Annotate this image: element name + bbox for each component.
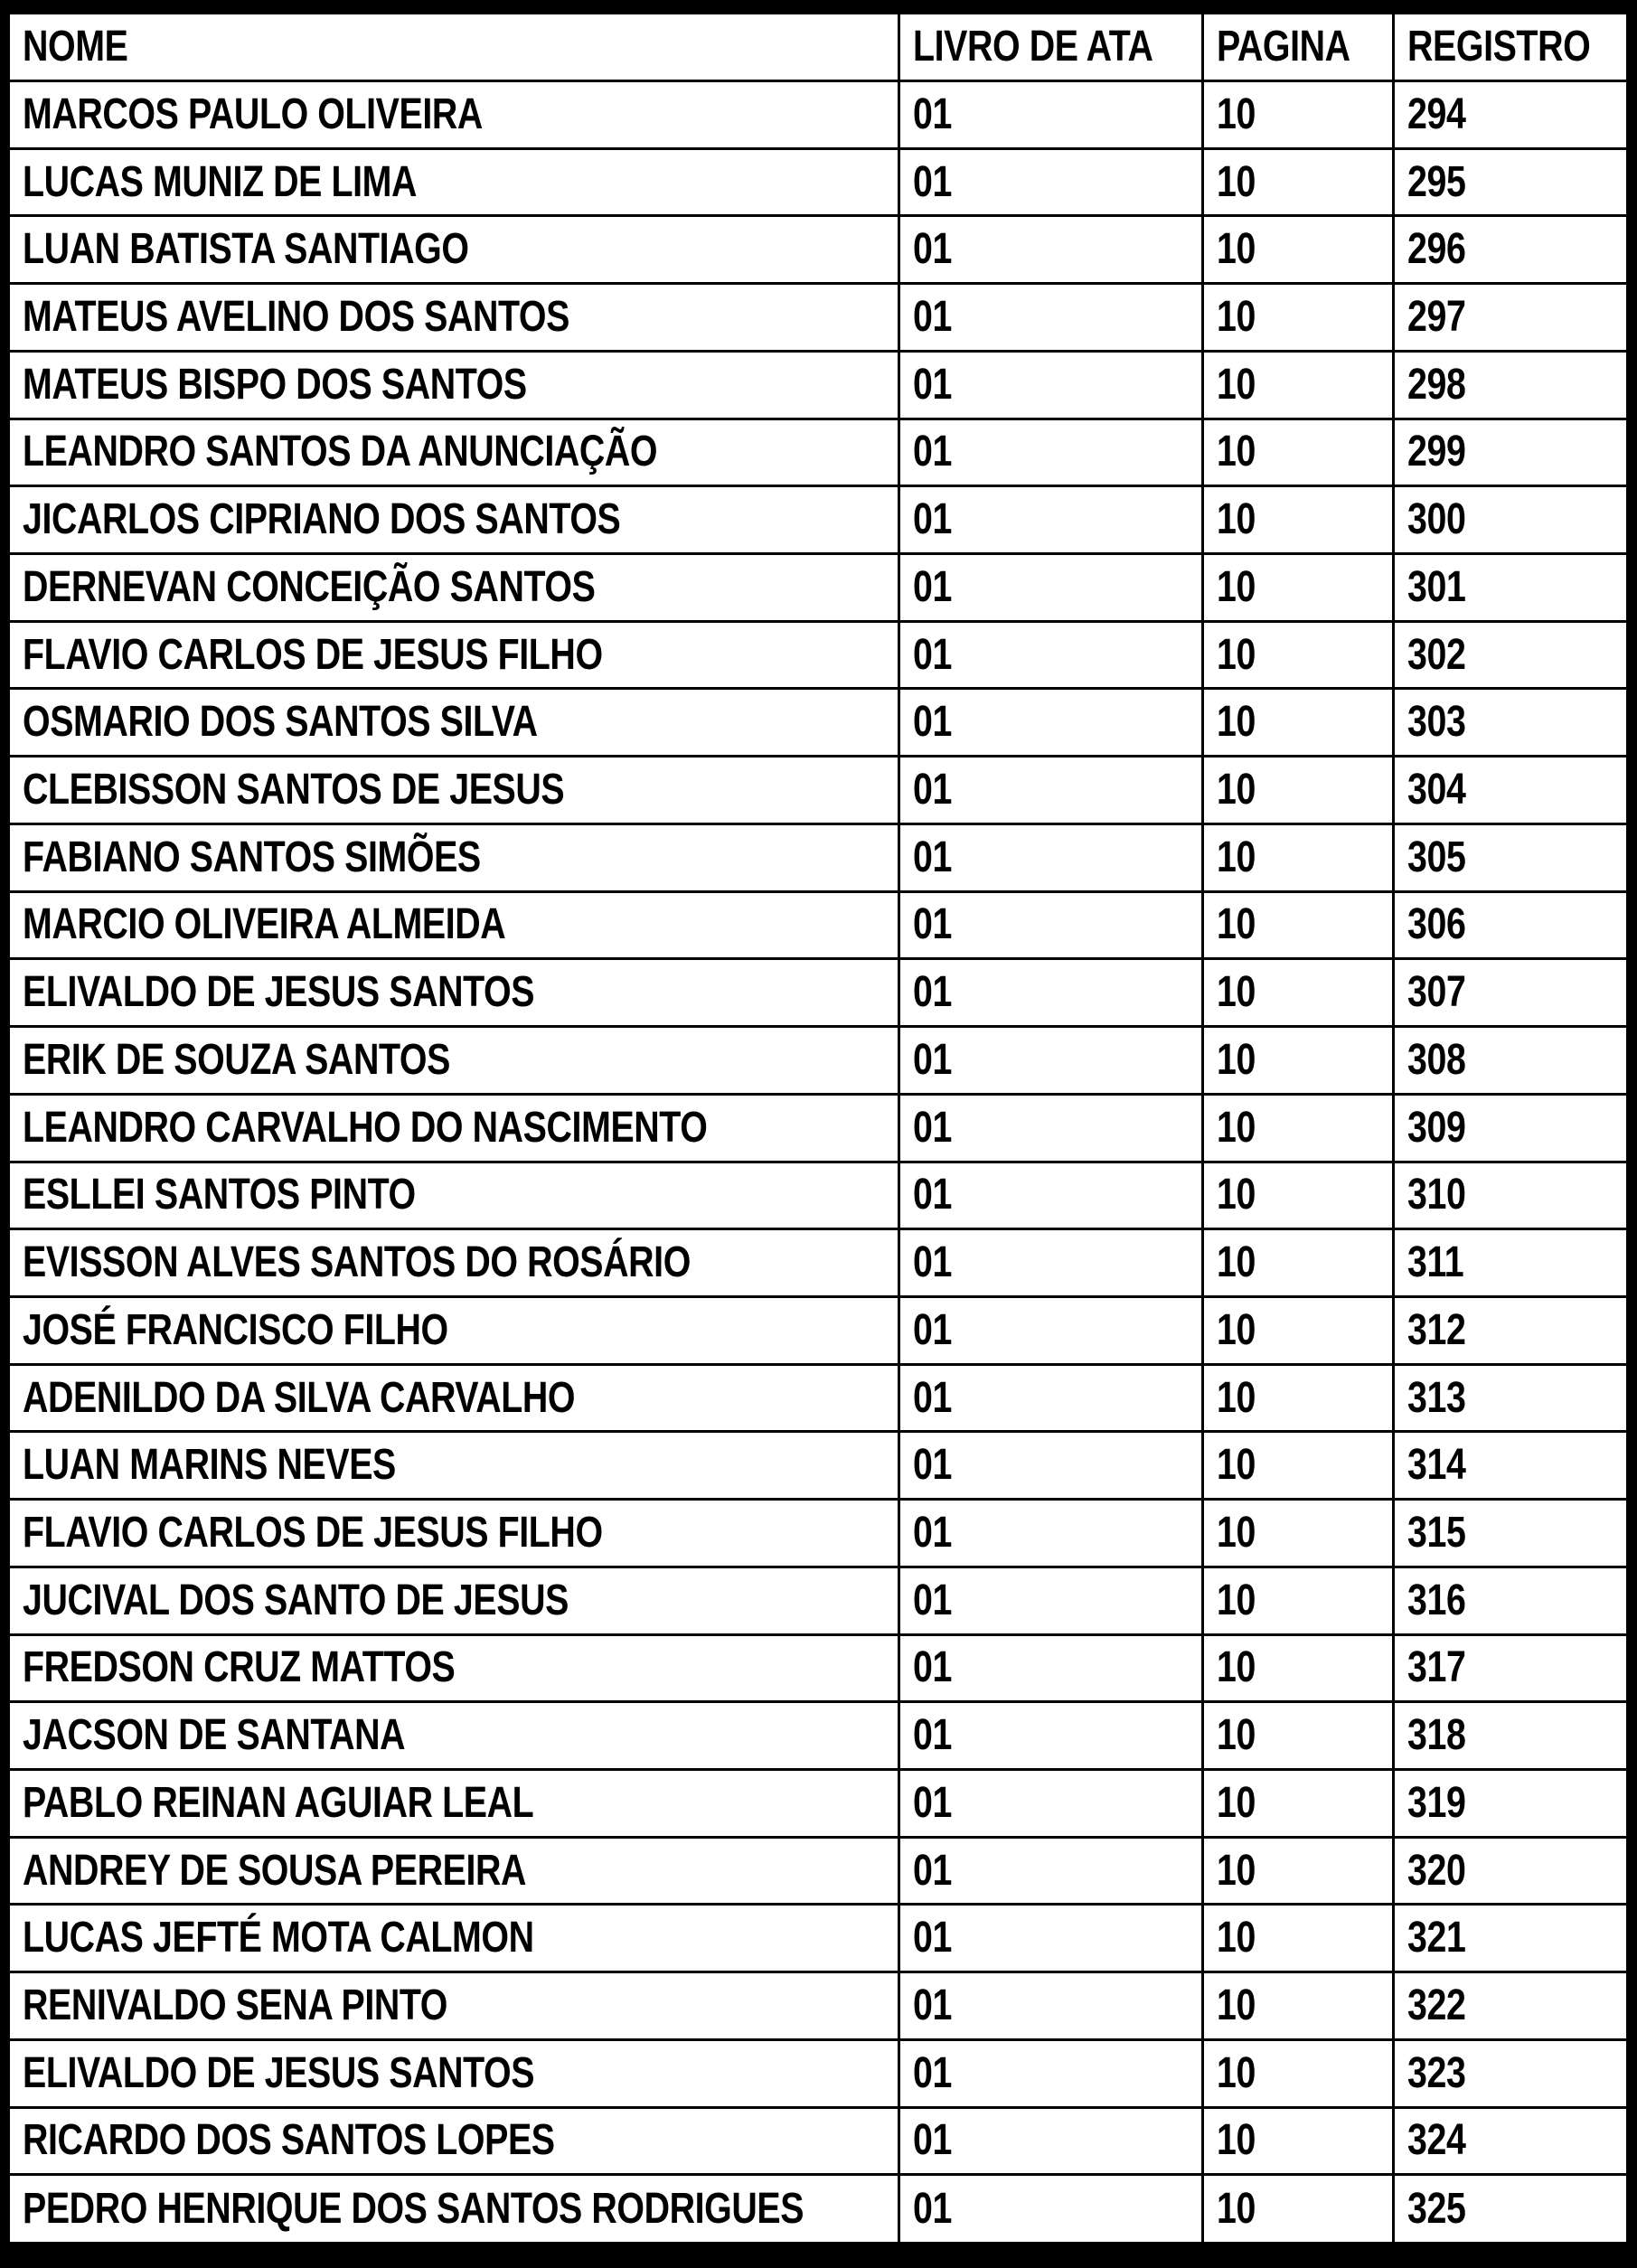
- cell-nome: LUAN BATISTA SANTIAGO: [7, 216, 899, 284]
- cell-livro: 01: [899, 1027, 1202, 1095]
- table-row: [7, 1769, 1629, 1837]
- cell-nome: OSMARIO DOS SANTOS SILVA: [7, 689, 899, 757]
- cell-nome: CLEBISSON SANTOS DE JESUS: [7, 757, 899, 824]
- cell-registro: 301: [1394, 554, 1629, 622]
- cell-pagina: 10: [1202, 1567, 1394, 1634]
- column-header-nome: NOME: [7, 12, 899, 81]
- cell-pagina: 10: [1202, 216, 1394, 284]
- table-row: [7, 81, 1629, 149]
- cell-livro: 01: [899, 554, 1202, 622]
- table-row: [7, 689, 1629, 757]
- cell-nome: DERNEVAN CONCEIÇÃO SANTOS: [7, 554, 899, 622]
- table-row: [7, 1162, 1629, 1229]
- cell-pagina: 10: [1202, 1837, 1394, 1905]
- table-row: [7, 486, 1629, 554]
- cell-pagina: 10: [1202, 284, 1394, 352]
- cell-livro: 01: [899, 1905, 1202, 1972]
- cell-nome: FREDSON CRUZ MATTOS: [7, 1634, 899, 1702]
- cell-nome: PEDRO HENRIQUE DOS SANTOS RODRIGUES: [7, 2175, 899, 2244]
- cell-registro: 305: [1394, 823, 1629, 891]
- table-row: [7, 216, 1629, 284]
- table-row: [7, 284, 1629, 352]
- cell-nome: LUAN MARINS NEVES: [7, 1432, 899, 1500]
- cell-nome: ANDREY DE SOUSA PEREIRA: [7, 1837, 899, 1905]
- cell-pagina: 10: [1202, 554, 1394, 622]
- table-row: [7, 757, 1629, 824]
- cell-registro: 311: [1394, 1229, 1629, 1297]
- cell-livro: 01: [899, 351, 1202, 419]
- cell-registro: 321: [1394, 1905, 1629, 1972]
- table-header: [7, 12, 1629, 81]
- table-row: [7, 1634, 1629, 1702]
- table-row: [7, 2107, 1629, 2175]
- cell-nome: ERIK DE SOUZA SANTOS: [7, 1027, 899, 1095]
- cell-livro: 01: [899, 216, 1202, 284]
- table-row: [7, 1837, 1629, 1905]
- cell-nome: JICARLOS CIPRIANO DOS SANTOS: [7, 486, 899, 554]
- cell-pagina: 10: [1202, 1296, 1394, 1364]
- cell-livro: 01: [899, 1634, 1202, 1702]
- cell-livro: 01: [899, 1432, 1202, 1500]
- cell-pagina: 10: [1202, 2175, 1394, 2244]
- cell-registro: 312: [1394, 1296, 1629, 1364]
- cell-nome: JOSÉ FRANCISCO FILHO: [7, 1296, 899, 1364]
- cell-livro: 01: [899, 148, 1202, 216]
- cell-pagina: 10: [1202, 1634, 1394, 1702]
- cell-pagina: 10: [1202, 1972, 1394, 2040]
- table-row: [7, 1500, 1629, 1567]
- cell-nome: ELIVALDO DE JESUS SANTOS: [7, 2039, 899, 2107]
- cell-pagina: 10: [1202, 1432, 1394, 1500]
- cell-registro: 296: [1394, 216, 1629, 284]
- cell-livro: 01: [899, 1364, 1202, 1432]
- table-row: [7, 2039, 1629, 2107]
- table-row: [7, 554, 1629, 622]
- cell-registro: 319: [1394, 1769, 1629, 1837]
- cell-nome: LUCAS MUNIZ DE LIMA: [7, 148, 899, 216]
- cell-pagina: 10: [1202, 621, 1394, 689]
- cell-livro: 01: [899, 1972, 1202, 2040]
- cell-livro: 01: [899, 1769, 1202, 1837]
- cell-livro: 01: [899, 2107, 1202, 2175]
- cell-registro: 324: [1394, 2107, 1629, 2175]
- cell-registro: 308: [1394, 1027, 1629, 1095]
- cell-registro: 309: [1394, 1094, 1629, 1162]
- cell-nome: LEANDRO SANTOS DA ANUNCIAÇÃO: [7, 419, 899, 486]
- table-row: [7, 1027, 1629, 1095]
- cell-livro: 01: [899, 689, 1202, 757]
- cell-nome: LEANDRO CARVALHO DO NASCIMENTO: [7, 1094, 899, 1162]
- cell-livro: 01: [899, 81, 1202, 149]
- cell-pagina: 10: [1202, 1229, 1394, 1297]
- cell-livro: 01: [899, 1567, 1202, 1634]
- table-row: [7, 1432, 1629, 1500]
- cell-nome: ESLLEI SANTOS PINTO: [7, 1162, 899, 1229]
- cell-pagina: 10: [1202, 689, 1394, 757]
- column-header-pagina: PAGINA: [1202, 12, 1394, 81]
- cell-nome: JACSON DE SANTANA: [7, 1702, 899, 1770]
- cell-registro: 317: [1394, 1634, 1629, 1702]
- table-row: [7, 1229, 1629, 1297]
- cell-registro: 316: [1394, 1567, 1629, 1634]
- cell-pagina: 10: [1202, 891, 1394, 959]
- cell-nome: MARCOS PAULO OLIVEIRA: [7, 81, 899, 149]
- table-row: [7, 823, 1629, 891]
- cell-registro: 320: [1394, 1837, 1629, 1905]
- table-row: [7, 148, 1629, 216]
- cell-nome: RENIVALDO SENA PINTO: [7, 1972, 899, 2040]
- cell-pagina: 10: [1202, 757, 1394, 824]
- cell-livro: 01: [899, 2175, 1202, 2244]
- cell-registro: 310: [1394, 1162, 1629, 1229]
- table-row: [7, 1364, 1629, 1432]
- cell-pagina: 10: [1202, 2039, 1394, 2107]
- cell-pagina: 10: [1202, 1027, 1394, 1095]
- cell-pagina: 10: [1202, 1500, 1394, 1567]
- cell-registro: 323: [1394, 2039, 1629, 2107]
- cell-livro: 01: [899, 419, 1202, 486]
- cell-pagina: 10: [1202, 1364, 1394, 1432]
- header-row: [7, 12, 1629, 81]
- cell-registro: 306: [1394, 891, 1629, 959]
- cell-livro: 01: [899, 486, 1202, 554]
- cell-registro: 299: [1394, 419, 1629, 486]
- table-row: [7, 1972, 1629, 2040]
- cell-pagina: 10: [1202, 81, 1394, 149]
- cell-pagina: 10: [1202, 2107, 1394, 2175]
- cell-pagina: 10: [1202, 486, 1394, 554]
- cell-pagina: 10: [1202, 823, 1394, 891]
- cell-livro: 01: [899, 1837, 1202, 1905]
- cell-registro: 302: [1394, 621, 1629, 689]
- cell-pagina: 10: [1202, 1094, 1394, 1162]
- cell-nome: FLAVIO CARLOS DE JESUS FILHO: [7, 1500, 899, 1567]
- cell-pagina: 10: [1202, 1769, 1394, 1837]
- cell-pagina: 10: [1202, 351, 1394, 419]
- cell-livro: 01: [899, 2039, 1202, 2107]
- cell-livro: 01: [899, 959, 1202, 1027]
- cell-livro: 01: [899, 823, 1202, 891]
- table-body: [7, 81, 1629, 2245]
- registry-table: [5, 9, 1632, 2247]
- cell-registro: 295: [1394, 148, 1629, 216]
- table-row: [7, 621, 1629, 689]
- cell-livro: 01: [899, 284, 1202, 352]
- cell-registro: 300: [1394, 486, 1629, 554]
- cell-livro: 01: [899, 757, 1202, 824]
- table-row: [7, 959, 1629, 1027]
- cell-nome: MARCIO OLIVEIRA ALMEIDA: [7, 891, 899, 959]
- cell-livro: 01: [899, 1500, 1202, 1567]
- cell-livro: 01: [899, 621, 1202, 689]
- cell-nome: MATEUS BISPO DOS SANTOS: [7, 351, 899, 419]
- cell-nome: JUCIVAL DOS SANTO DE JESUS: [7, 1567, 899, 1634]
- cell-livro: 01: [899, 1162, 1202, 1229]
- cell-nome: ADENILDO DA SILVA CARVALHO: [7, 1364, 899, 1432]
- table-row: [7, 891, 1629, 959]
- column-header-livro-de-ata: LIVRO DE ATA: [899, 12, 1202, 81]
- cell-pagina: 10: [1202, 148, 1394, 216]
- cell-livro: 01: [899, 1296, 1202, 1364]
- cell-nome: FABIANO SANTOS SIMÕES: [7, 823, 899, 891]
- cell-registro: 307: [1394, 959, 1629, 1027]
- cell-livro: 01: [899, 1094, 1202, 1162]
- cell-nome: EVISSON ALVES SANTOS DO ROSÁRIO: [7, 1229, 899, 1297]
- table-row: [7, 1905, 1629, 1972]
- cell-pagina: 10: [1202, 1162, 1394, 1229]
- cell-registro: 325: [1394, 2175, 1629, 2244]
- cell-registro: 313: [1394, 1364, 1629, 1432]
- cell-nome: MATEUS AVELINO DOS SANTOS: [7, 284, 899, 352]
- cell-nome: RICARDO DOS SANTOS LOPES: [7, 2107, 899, 2175]
- cell-livro: 01: [899, 1702, 1202, 1770]
- table-row: [7, 1702, 1629, 1770]
- table-row: [7, 1567, 1629, 1634]
- cell-pagina: 10: [1202, 419, 1394, 486]
- cell-pagina: 10: [1202, 959, 1394, 1027]
- cell-registro: 315: [1394, 1500, 1629, 1567]
- cell-registro: 318: [1394, 1702, 1629, 1770]
- cell-registro: 294: [1394, 81, 1629, 149]
- cell-registro: 304: [1394, 757, 1629, 824]
- table-row: [7, 351, 1629, 419]
- cell-pagina: 10: [1202, 1702, 1394, 1770]
- cell-nome: FLAVIO CARLOS DE JESUS FILHO: [7, 621, 899, 689]
- cell-livro: 01: [899, 891, 1202, 959]
- cell-pagina: 10: [1202, 1905, 1394, 1972]
- cell-registro: 314: [1394, 1432, 1629, 1500]
- cell-nome: ELIVALDO DE JESUS SANTOS: [7, 959, 899, 1027]
- cell-registro: 297: [1394, 284, 1629, 352]
- cell-livro: 01: [899, 1229, 1202, 1297]
- cell-nome: PABLO REINAN AGUIAR LEAL: [7, 1769, 899, 1837]
- table-row: [7, 2175, 1629, 2244]
- table-row: [7, 419, 1629, 486]
- column-header-registro: REGISTRO: [1394, 12, 1629, 81]
- cell-registro: 298: [1394, 351, 1629, 419]
- cell-registro: 303: [1394, 689, 1629, 757]
- table-row: [7, 1094, 1629, 1162]
- cell-registro: 322: [1394, 1972, 1629, 2040]
- cell-nome: LUCAS JEFTÉ MOTA CALMON: [7, 1905, 899, 1972]
- table-row: [7, 1296, 1629, 1364]
